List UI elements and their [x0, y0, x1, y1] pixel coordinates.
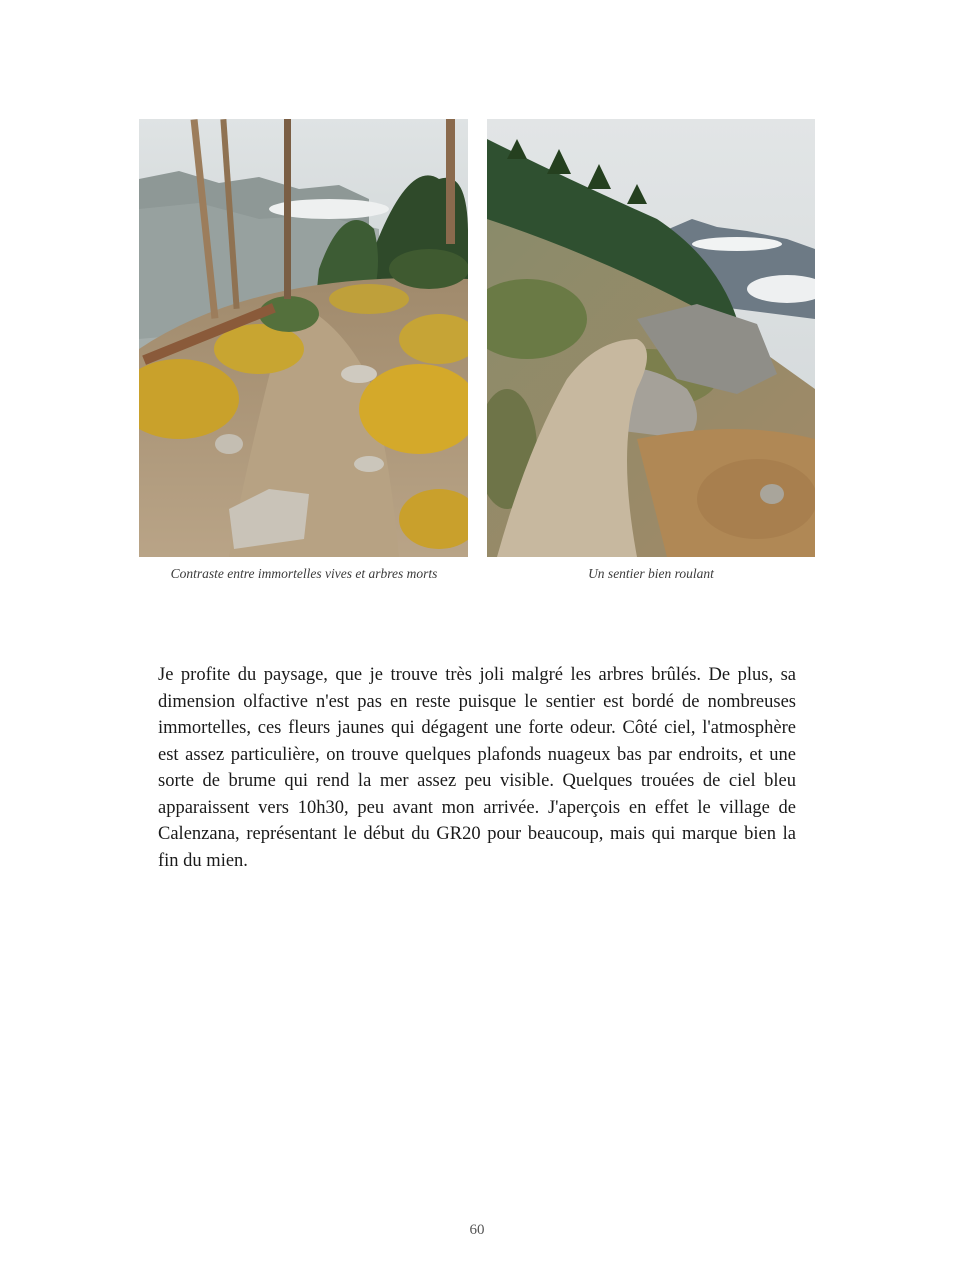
photo-caption-right: Un sentier bien roulant — [588, 566, 714, 581]
photo-immortelles-dead-trees — [139, 119, 468, 557]
photo-caption-left: Contraste entre immortelles vives et arbres morts — [170, 566, 438, 581]
photo-immortelles-dead-trees-image — [139, 119, 468, 557]
page-number: 60 — [469, 1222, 485, 1238]
photo-rolling-trail — [487, 119, 815, 557]
body-paragraph: Je profite du paysage, que je trouve très joli malgré les arbres brûlés. De plus, sa dimension olfactive n'est pas en reste puisque le sentier est bordé de nombreuses immortelles, ces fleurs jaunes qui dégagent une forte odeur. Côté ciel, l'atmosphère est assez particulière, on trouve quelques plafonds nuageux bas par endroits, et une sorte de brume qui rend la mer assez peu visible. Quelques trouées de ciel bleu apparaissent vers 10h30, peu avant mon arrivée. J'aperçois en effet le village de Calenzana, représentant le début du GR20 pour beaucoup, mais qui marque bien la fin du mien. — [158, 665, 796, 871]
photo-rolling-trail-image — [487, 119, 815, 557]
